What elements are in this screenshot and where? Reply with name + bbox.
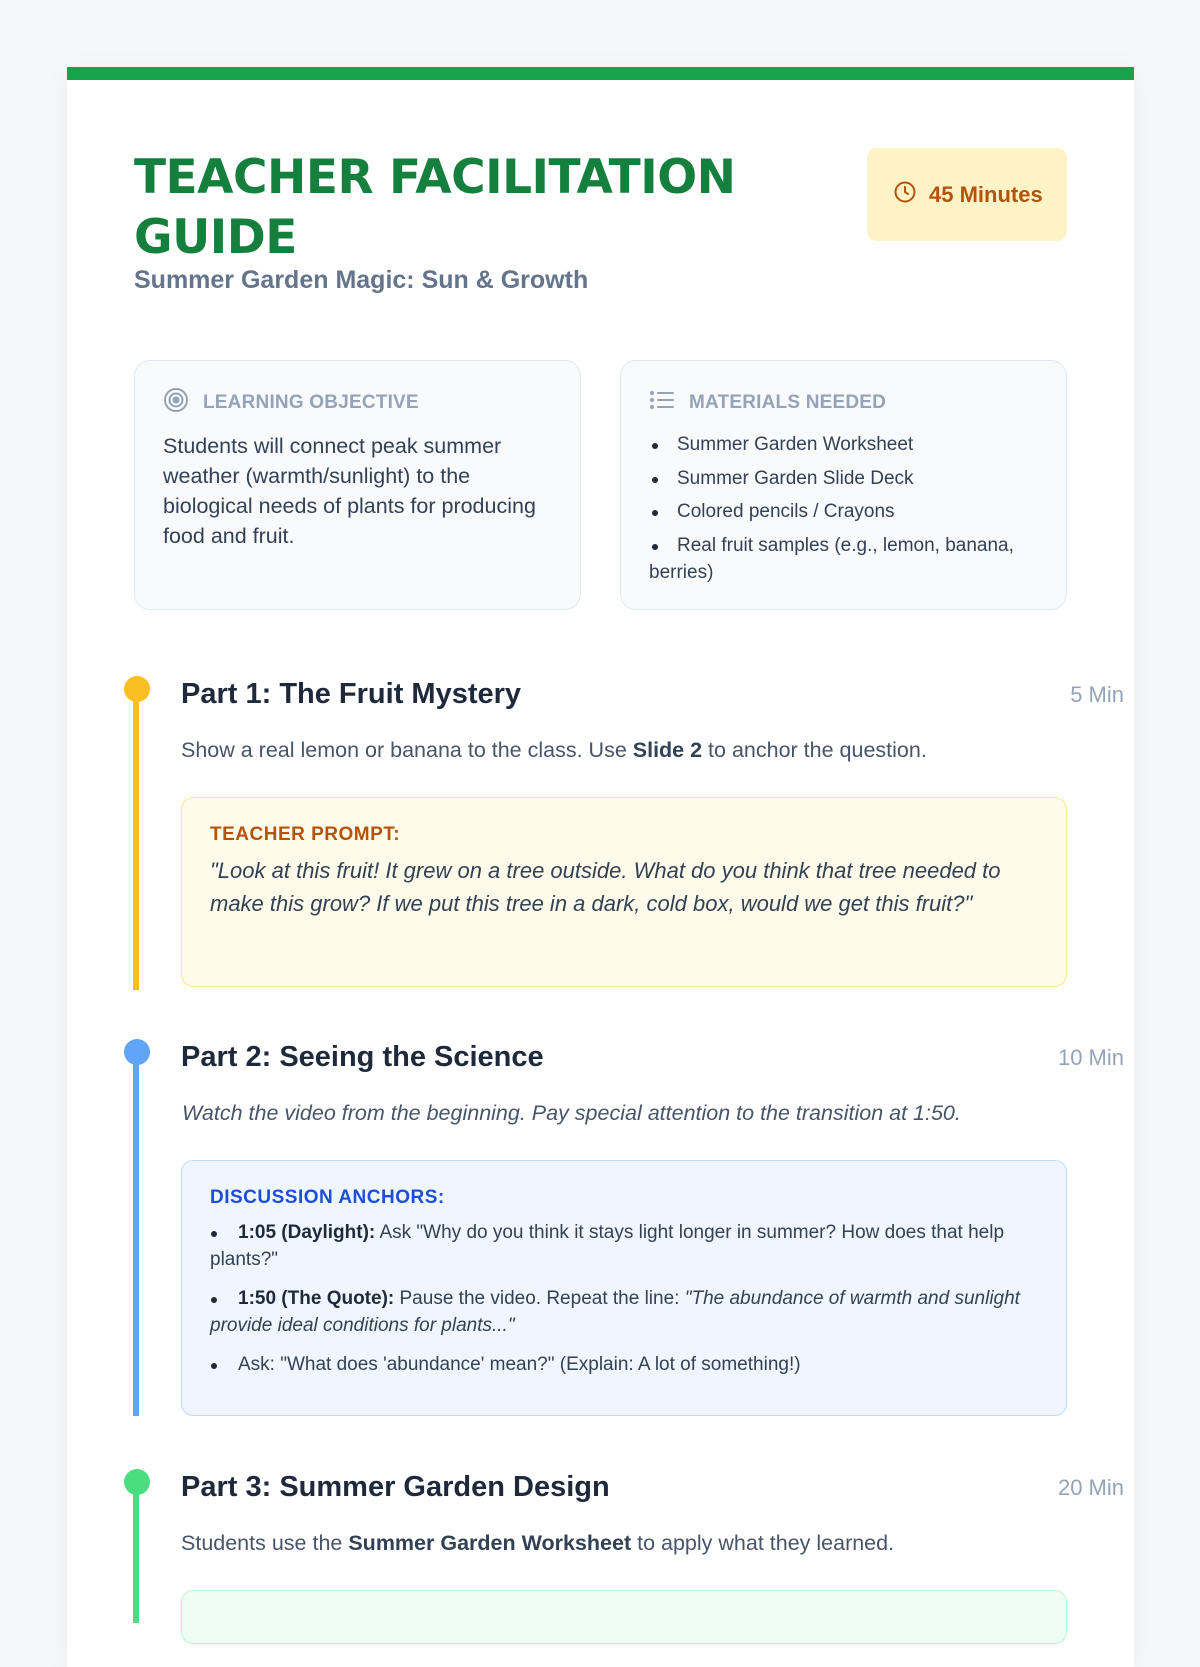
objective-header bbox=[163, 387, 552, 419]
part-3-section bbox=[124, 1469, 1124, 1609]
materials-label: MATERIALS NEEDED bbox=[689, 392, 887, 413]
part-2-title: Part 2: Seeing the Science bbox=[181, 1041, 544, 1073]
list-item: Colored pencils / Crayons bbox=[649, 498, 1038, 525]
materials-list bbox=[649, 431, 1038, 586]
part-1-time: 5 Min bbox=[1070, 682, 1124, 707]
part-2-marker bbox=[124, 1039, 150, 1065]
part-1-title: Part 1: The Fruit Mystery bbox=[181, 678, 522, 710]
list-icon bbox=[649, 387, 675, 419]
part-3-rail bbox=[133, 1483, 139, 1623]
target-icon bbox=[163, 387, 189, 419]
part-2-time: 10 Min bbox=[1057, 1045, 1124, 1070]
clock-icon bbox=[893, 180, 917, 209]
list-item: 1:05 (Daylight): Ask "Why do you think it stays light longer in summer? How does that help plants?" bbox=[210, 1219, 1038, 1273]
part-1-section bbox=[124, 676, 1124, 986]
materials-header bbox=[649, 387, 1038, 419]
part-3-description: Students use the Summer Garden Worksheet to apply what they learned. bbox=[181, 1531, 895, 1555]
duration-text: 45 Minutes bbox=[929, 182, 1043, 207]
part-3-marker bbox=[124, 1469, 150, 1495]
page-subtitle: Summer Garden Magic: Sun & Growth bbox=[134, 266, 589, 294]
teacher-prompt-label: TEACHER PROMPT: bbox=[210, 824, 401, 845]
page-title: TEACHER FACILITATION GUIDE bbox=[134, 150, 736, 265]
part-1-marker bbox=[124, 676, 150, 702]
discussion-anchors-list bbox=[210, 1219, 1038, 1378]
duration-badge bbox=[867, 148, 1067, 241]
part-3-time: 20 Min bbox=[1057, 1475, 1124, 1500]
teacher-prompt-text: "Look at this fruit! It grew on a tree outside. What do you think that tree needed to make this grow? If we put this tree in a dark, cold box, would we get this fruit?" bbox=[210, 858, 1001, 916]
part-2-rail bbox=[133, 1053, 139, 1416]
discussion-anchors-box bbox=[181, 1160, 1067, 1416]
list-item: Summer Garden Worksheet bbox=[649, 431, 1038, 458]
list-item: Ask: "What does 'abundance' mean?" (Explain: A lot of something!) bbox=[210, 1351, 1038, 1378]
part-3-title: Part 3: Summer Garden Design bbox=[181, 1471, 610, 1503]
part-2-description: Watch the video from the beginning. Pay special attention to the transition at 1:50. bbox=[182, 1101, 961, 1125]
objective-card bbox=[134, 360, 581, 610]
part-1-rail bbox=[133, 690, 139, 990]
part-3-box bbox=[181, 1590, 1067, 1644]
discussion-anchors-label: DISCUSSION ANCHORS: bbox=[210, 1187, 445, 1208]
guide-header bbox=[134, 148, 1067, 308]
part-1-description: Show a real lemon or banana to the class. Use Slide 2 to anchor the question. bbox=[181, 738, 927, 762]
list-item: 1:50 (The Quote): Pause the video. Repeat the line: "The abundance of warmth and sunlight provide ideal conditions for plants..." bbox=[210, 1285, 1038, 1339]
materials-card bbox=[620, 360, 1067, 610]
list-item: Summer Garden Slide Deck bbox=[649, 465, 1038, 492]
objective-label: LEARNING OBJECTIVE bbox=[203, 392, 419, 413]
teacher-prompt-box bbox=[181, 797, 1067, 987]
part-2-section bbox=[124, 1039, 1124, 1419]
list-item: Real fruit samples (e.g., lemon, banana, berries) bbox=[649, 532, 1038, 586]
objective-text: Students will connect peak summer weather (warmth/sunlight) to the biological needs of plants for producing food and fruit. bbox=[163, 434, 536, 548]
